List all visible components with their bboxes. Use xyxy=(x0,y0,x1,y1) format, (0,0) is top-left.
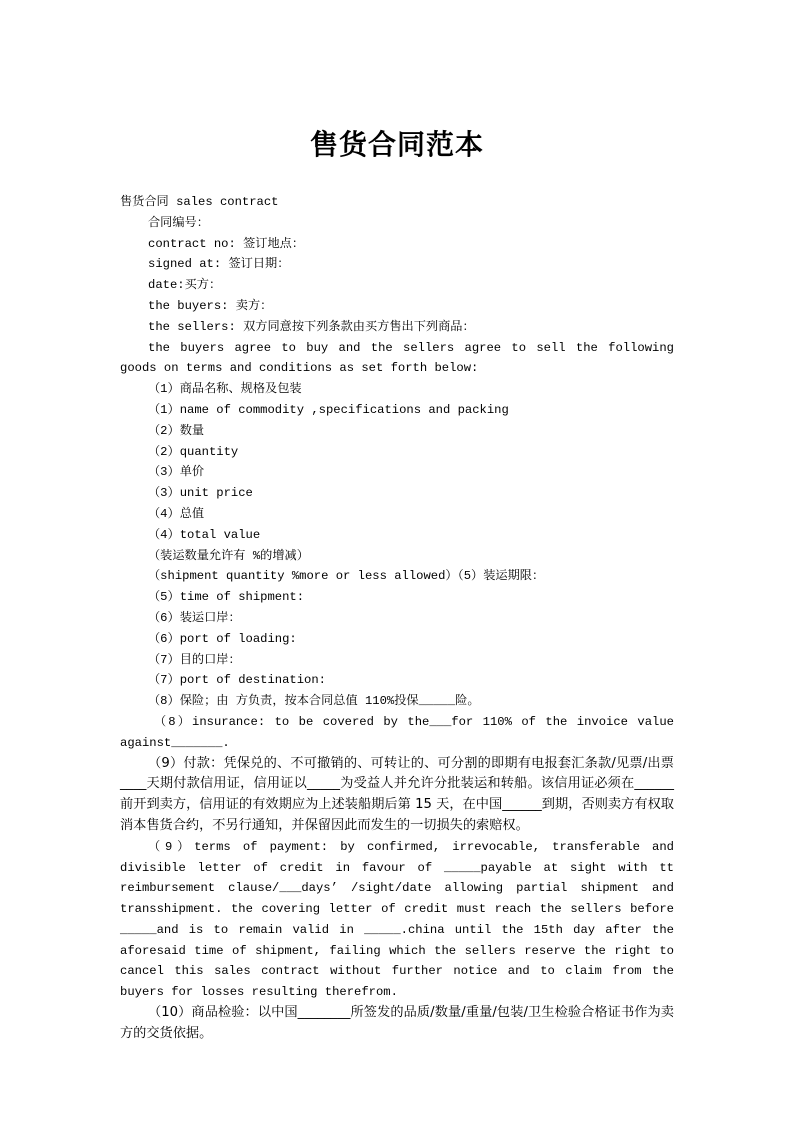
contract-number-label: 合同编号： xyxy=(148,215,209,230)
clause-9-cn: （9）付款：凭保兑的、不可撤销的、可转让的、可分割的即期有电报套汇条款/见票/出票____天期付款信用证，信用证以_____为受益人并允许分批装运和转船。该信用证必须在______前开到卖方，信用证的有效期应为上述装船期后第 15 天，在中国______到期，否则卖方有权取消本售货合约，不另行通知，并保留因此而发生的一切损失的索赔权。 xyxy=(120,755,674,833)
shipment-quantity-cn: （装运数量允许有 %的增减） xyxy=(148,548,309,563)
document-body xyxy=(120,192,674,1045)
clause-8-cn: （8）保险；由 方负责，按本合同总值 110%投保_____险。 xyxy=(148,694,480,709)
date-buyer: date:买方： xyxy=(148,278,222,293)
sellers-agreement-cn: the sellers: 双方同意按下列条款由买方售出下列商品： xyxy=(148,319,475,334)
clause-2-en: （2）quantity xyxy=(148,444,239,459)
clause-5-en: （5）time of shipment: xyxy=(148,590,305,605)
clause-1-en: （1）name of commodity ,specifications and packing xyxy=(148,402,509,417)
shipment-quantity-en: （shipment quantity %more or less allowed）（5）装运期限： xyxy=(148,569,545,584)
clause-3-cn: （3）单价 xyxy=(148,465,205,480)
contract-heading: 售货合同 sales contract xyxy=(120,195,279,209)
clause-6-en: （6）port of loading: xyxy=(148,631,297,646)
clause-10-cn: （10）商品检验：以中国________所签发的品质/数量/重量/包装/卫生检验合格证书作为卖方的交货依据。 xyxy=(120,1005,674,1041)
clause-6-cn: （6）装运口岸： xyxy=(148,610,241,625)
signed-at-signing-date: signed at: 签订日期： xyxy=(148,257,290,272)
clause-7-cn: （7）目的口岸： xyxy=(148,652,241,667)
document-title: 售货合同范本 xyxy=(309,128,484,161)
clause-8-en: （8）insurance: to be covered by the___for 110% of the invoice value against_______. xyxy=(120,714,674,750)
clause-4-cn: （4）总值 xyxy=(148,506,205,521)
clause-7-en: （7）port of destination: xyxy=(148,673,326,688)
buyers-seller: the buyers: 卖方： xyxy=(148,298,273,313)
agreement-en: the buyers agree to buy and the sellers agree to sell the following goods on terms and conditions as set forth below: xyxy=(120,340,674,376)
clause-3-en: （3）unit price xyxy=(148,486,253,501)
clause-9-en: （9）terms of payment: by confirmed, irrevocable, transferable and divisible letter of credit in favour of _____payable at sight with tt reimbursement clause/___days’ /sight/date allowing partial shipment and transshipment. the covering letter of credit must reach the sellers before _____and is to remain valid in _____.china until the 15th day after the aforesaid time of shipment, failing which the sellers reserve the right to cancel this sales contract without further notice and to claim from the buyers for losses resulting therefrom. xyxy=(120,839,674,1000)
clause-2-cn: （2）数量 xyxy=(148,423,205,438)
clause-4-en: （4）total value xyxy=(148,527,261,542)
contract-no-signing-place: contract no: 签订地点： xyxy=(148,236,305,251)
clause-1-cn: （1）商品名称、规格及包装 xyxy=(148,382,302,397)
